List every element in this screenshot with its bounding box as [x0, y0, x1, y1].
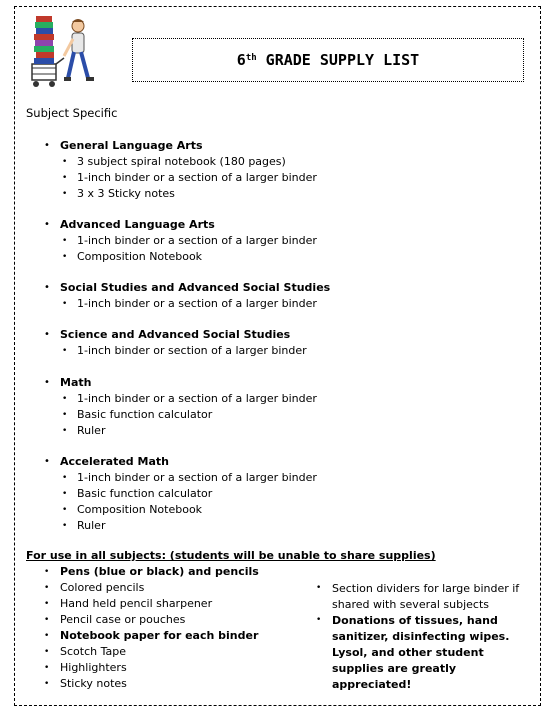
- subheading: Subject Specific: [26, 106, 118, 120]
- item-bullet: •: [62, 426, 68, 436]
- all-subjects-heading: For use in all subjects: (students will be unable to share supplies): [26, 549, 436, 562]
- item-bullet: •: [44, 567, 50, 577]
- item-bullet: •: [316, 583, 322, 593]
- list-item: Highlighters: [60, 661, 127, 674]
- list-item: Ruler: [77, 424, 106, 437]
- list-item: Pens (blue or black) and pencils: [60, 565, 259, 578]
- section-title: Advanced Language Arts: [60, 218, 215, 231]
- list-item: Basic function calculator: [77, 487, 213, 500]
- section-bullet: •: [44, 377, 50, 388]
- list-item: 1-inch binder or section of a larger binder: [77, 344, 307, 357]
- list-item: Donations of tissues, hand sanitizer, disinfecting wipes. Lysol, and other student supplies are greatly appreciated!: [332, 614, 510, 691]
- list-item: 1-inch binder or a section of a larger binder: [77, 234, 317, 247]
- list-item: Ruler: [77, 519, 106, 532]
- item-bullet: •: [44, 631, 50, 641]
- title-prefix: 6: [236, 51, 246, 69]
- page-title: [132, 38, 524, 82]
- item-bullet: •: [62, 299, 68, 309]
- list-item: Section dividers for large binder if shared with several subjects: [332, 582, 520, 611]
- section-bullet: •: [44, 329, 50, 340]
- item-bullet: •: [62, 189, 68, 199]
- item-bullet: •: [44, 663, 50, 673]
- list-item: Sticky notes: [60, 677, 127, 690]
- list-item: 3 subject spiral notebook (180 pages): [77, 155, 286, 168]
- item-bullet: •: [62, 521, 68, 531]
- item-bullet: •: [62, 394, 68, 404]
- section-title: Social Studies and Advanced Social Studies: [60, 281, 331, 294]
- section-title: Accelerated Math: [60, 455, 169, 468]
- title-rest: GRADE SUPPLY LIST: [256, 51, 420, 69]
- item-bullet: •: [62, 252, 68, 262]
- list-item: Colored pencils: [60, 581, 145, 594]
- section-bullet: •: [44, 219, 50, 230]
- item-bullet: •: [62, 489, 68, 499]
- item-bullet: •: [316, 615, 322, 625]
- item-bullet: •: [62, 173, 68, 183]
- item-bullet: •: [44, 599, 50, 609]
- list-item: Composition Notebook: [77, 250, 203, 263]
- list-item: 1-inch binder or a section of a larger binder: [77, 392, 317, 405]
- item-bullet: •: [62, 473, 68, 483]
- item-bullet: •: [62, 157, 68, 167]
- section-title: Science and Advanced Social Studies: [60, 328, 291, 341]
- item-bullet: •: [62, 505, 68, 515]
- title-superscript: th: [245, 53, 257, 63]
- item-bullet: •: [62, 236, 68, 246]
- student-pushing-cart-icon: [26, 12, 98, 92]
- list-item: Basic function calculator: [77, 408, 213, 421]
- section-title: Math: [60, 376, 92, 389]
- section-title: General Language Arts: [60, 139, 203, 152]
- item-bullet: •: [44, 615, 50, 625]
- list-item: 1-inch binder or a section of a larger binder: [77, 171, 317, 184]
- item-bullet: •: [62, 346, 68, 356]
- item-bullet: •: [44, 679, 50, 689]
- item-bullet: •: [62, 410, 68, 420]
- list-item: Composition Notebook: [77, 503, 203, 516]
- list-item: Scotch Tape: [60, 645, 126, 658]
- list-item: Pencil case or pouches: [60, 613, 186, 626]
- list-item: 1-inch binder or a section of a larger binder: [77, 471, 317, 484]
- item-bullet: •: [44, 583, 50, 593]
- list-item: Notebook paper for each binder: [60, 629, 259, 642]
- list-item: 1-inch binder or a section of a larger binder: [77, 297, 317, 310]
- list-item: 3 x 3 Sticky notes: [77, 187, 175, 200]
- item-bullet: •: [44, 647, 50, 657]
- section-bullet: •: [44, 282, 50, 293]
- section-bullet: •: [44, 456, 50, 467]
- list-item: Hand held pencil sharpener: [60, 597, 213, 610]
- section-bullet: •: [44, 140, 50, 151]
